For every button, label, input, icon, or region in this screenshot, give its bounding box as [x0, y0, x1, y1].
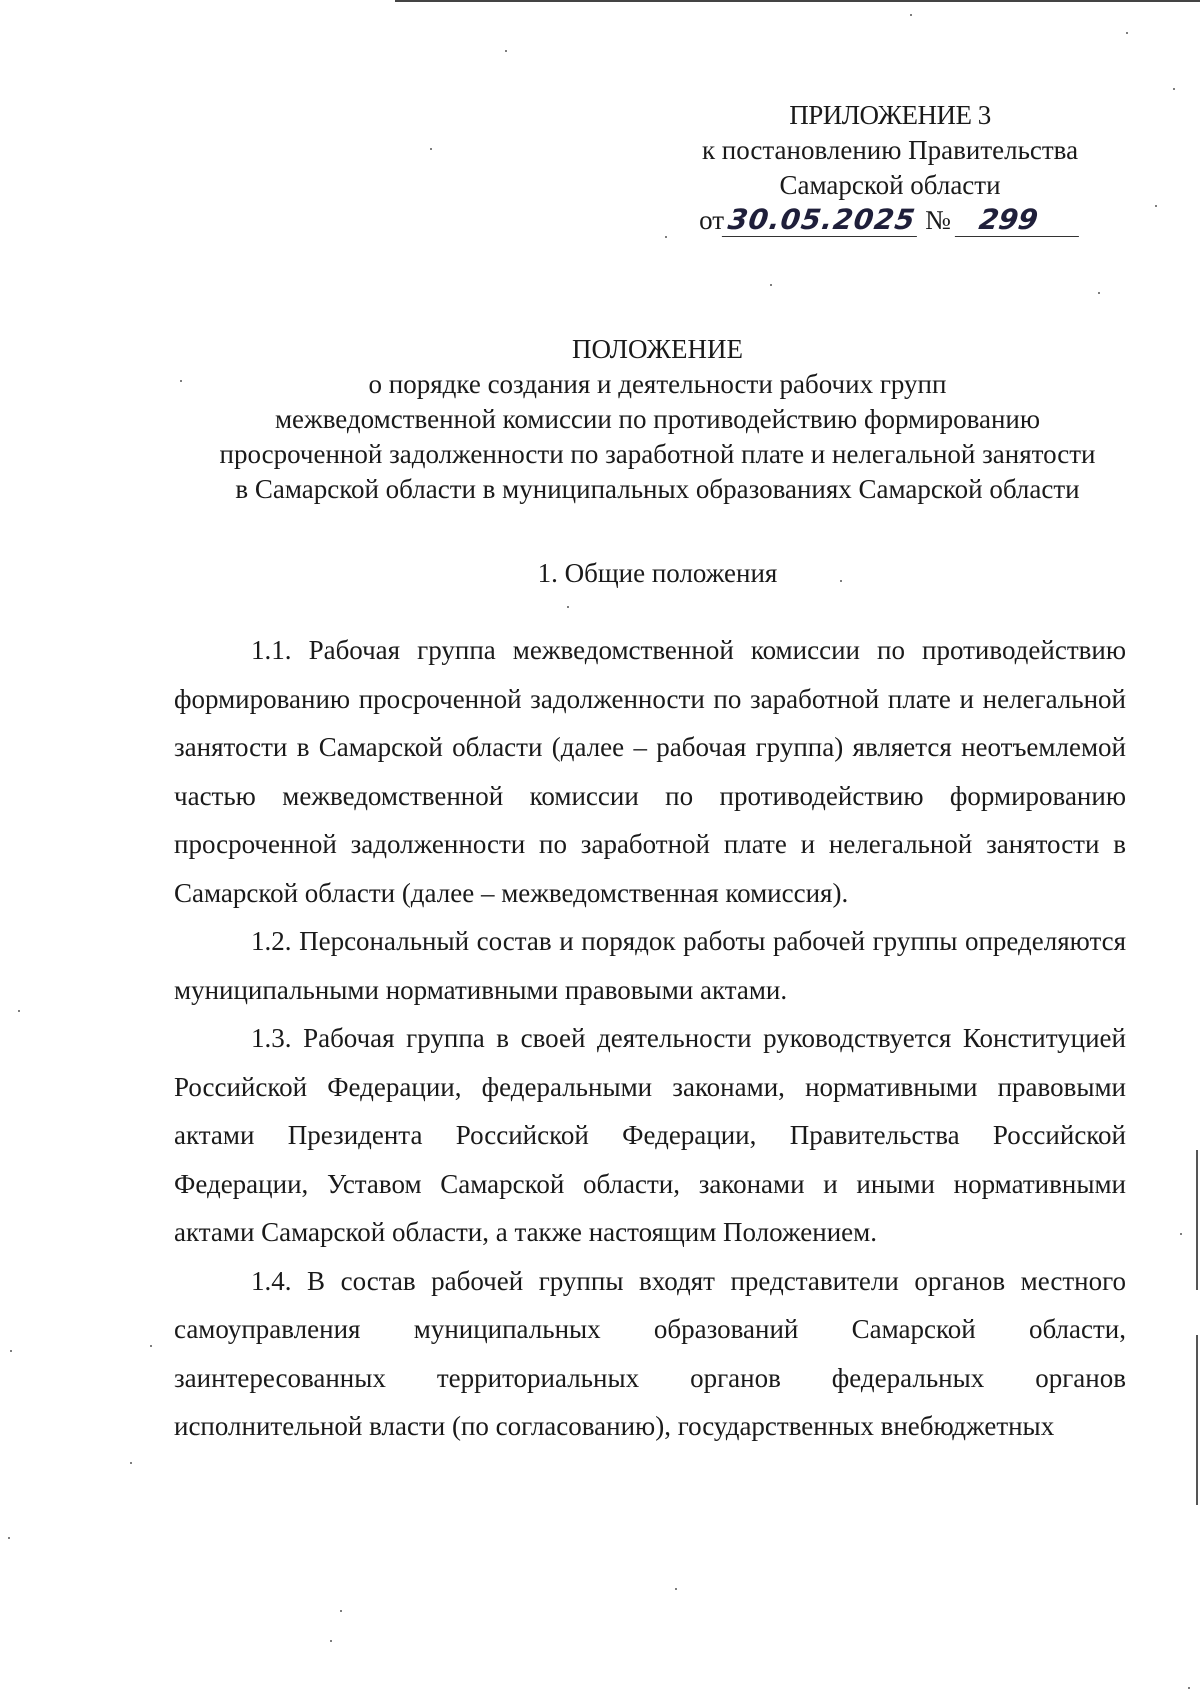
appendix-title: ПРИЛОЖЕНИЕ 3	[789, 100, 991, 130]
document-heading	[150, 332, 1165, 507]
date-prefix: от	[699, 205, 725, 235]
handwritten-number: 299	[955, 206, 1083, 237]
paragraph-1-1: 1.1. Рабочая группа межведомственной комиссии по противодействию формированию просроченной задолженности по заработной плате и нелегальной занятости в Самарской области (далее – рабочая группа) является неотъемлемой частью межведомственной комиссии по противодействию формированию просроченной задолженности по заработной плате и нелегальной занятости в Самарской области (далее – межведомственная комиссия).	[174, 635, 1126, 908]
document-title: ПОЛОЖЕНИЕ	[572, 334, 743, 364]
paragraph-1-2: 1.2. Персональный состав и порядок работы рабочей группы определяются муниципальными нормативными правовыми актами.	[174, 926, 1126, 1005]
scan-edge-right	[1196, 1150, 1198, 1290]
document-body	[174, 626, 1126, 1451]
scan-edge-right-lower	[1196, 1335, 1198, 1505]
number-sign: №	[925, 205, 951, 235]
scan-edge-top	[395, 0, 1200, 2]
appendix-line-region: Самарской области	[779, 170, 1001, 200]
paragraph-1-4: 1.4. В состав рабочей группы входят представители органов местного самоуправления муниципальных образований Самарской области, заинтересованных территориальных органов федеральных органов исполнительной власти (по согласованию), государственных внебюджетных	[174, 1265, 1126, 1441]
appendix-date-number	[650, 203, 1130, 238]
paragraph-1-3: 1.3. Рабочая группа в своей деятельности руководствуется Конституцией Российской Федерации, федеральными законами, нормативными правовыми актами Президента Российской Федерации, Правительства Российской Федерации, Уставом Самарской области, законами и иными нормативными актами Самарской области, а также настоящим Положением.	[174, 1023, 1126, 1247]
appendix-line-resolution: к постановлению Правительства	[701, 135, 1079, 165]
handwritten-date: 30.05.2025	[722, 206, 921, 237]
document-subtitle-line: просроченной задолженности по заработной плате и нелегальной занятости	[219, 439, 1096, 469]
section-title: 1. Общие положения	[537, 558, 778, 588]
appendix-block	[650, 98, 1130, 238]
document-subtitle-line: в Самарской области в муниципальных образованиях Самарской области	[235, 474, 1080, 504]
document-subtitle-line: межведомственной комиссии по противодействию формированию	[274, 404, 1041, 434]
document-subtitle-line: о порядке создания и деятельности рабочих групп	[368, 369, 947, 399]
